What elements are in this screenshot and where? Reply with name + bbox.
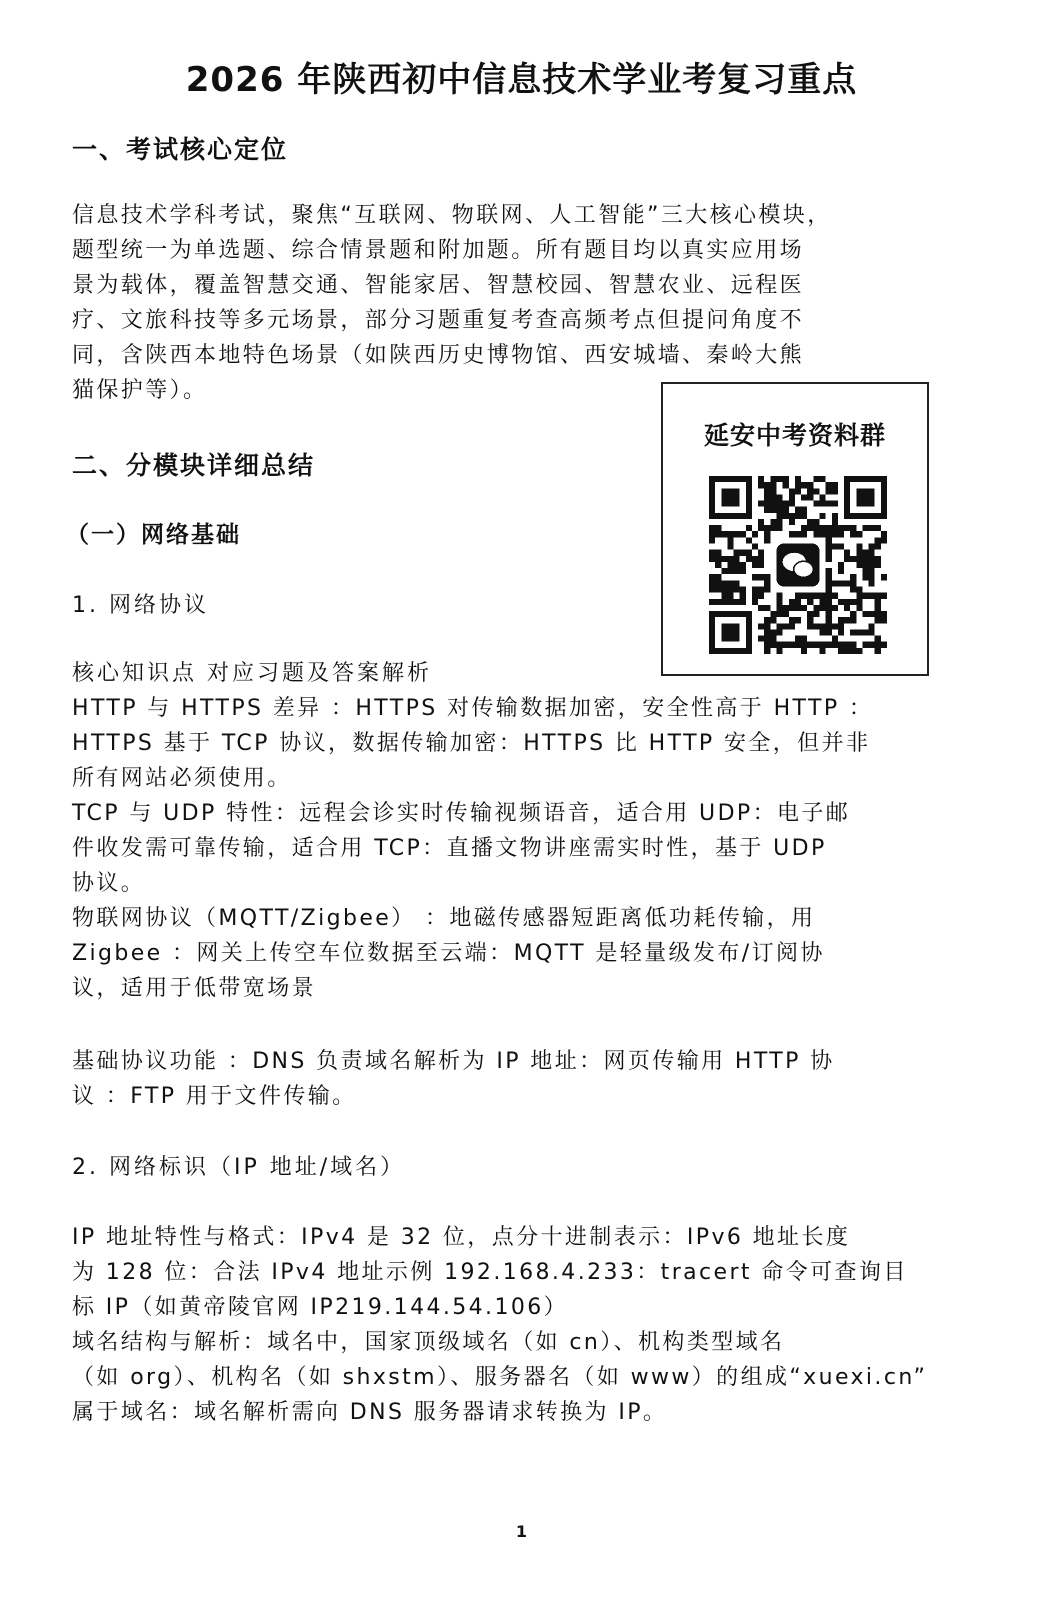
text-line: HTTPS 基于 TCP 协议，数据传输加密：HTTPS 比 HTTP 安全，但并非	[72, 731, 871, 756]
table-header: 核心知识点 对应习题及答案解析	[72, 661, 432, 686]
text-line: 景为载体，覆盖智慧交通、智能家居、智慧校园、智慧农业、远程医	[72, 273, 805, 298]
protocols-block	[72, 691, 937, 1006]
text-line: 同，含陕西本地特色场景（如陕西历史博物馆、西安城墙、秦岭大熊	[72, 343, 805, 368]
text-line: 标 IP（如黄帝陵官网 IP219.144.54.106）	[72, 1295, 569, 1320]
text-line: 题型统一为单选题、综合情景题和附加题。所有题目均以真实应用场	[72, 238, 805, 263]
qr-finder-bottom-left	[709, 611, 752, 654]
section2-heading: 二、分模块详细总结	[72, 451, 316, 480]
page-number: 1	[515, 1522, 528, 1541]
page-title: 2026 年陕西初中信息技术学业考复习重点	[185, 60, 858, 100]
text-line: 所有网站必须使用。	[72, 766, 292, 791]
ip-domain-block	[72, 1220, 937, 1430]
text-line: 猫保护等）。	[72, 378, 208, 403]
text-line: 议 ：FTP 用于文件传输。	[72, 1084, 357, 1109]
text-line: 议，适用于低带宽场景	[72, 976, 317, 1001]
qr-label: 延安中考资料群	[703, 421, 886, 450]
section1-heading: 一、考试核心定位	[72, 135, 289, 164]
qr-code-image[interactable]	[709, 476, 887, 654]
text-line: 属于域名：域名解析需向 DNS 服务器请求转换为 IP。	[72, 1400, 668, 1425]
subsection-network-basics: （一）网络基础	[66, 522, 241, 548]
text-line: 域名结构与解析：域名中，国家顶级域名（如 cn）、机构类型域名	[72, 1330, 785, 1355]
item2-heading: 2. 网络标识（IP 地址/域名）	[72, 1155, 406, 1180]
basic-protocols-block	[72, 1044, 937, 1114]
text-line: 为 128 位：合法 IPv4 地址示例 192.168.4.233：tracert 命令可查询目	[72, 1260, 908, 1285]
text-line: 协议。	[72, 871, 146, 896]
qr-finder-top-right	[844, 476, 887, 519]
text-line: IP 地址特性与格式：IPv4 是 32 位，点分十进制表示：IPv6 地址长度	[72, 1225, 851, 1250]
item1-heading: 1. 网络协议	[72, 593, 209, 618]
text-line: （如 org）、机构名（如 shxstm）、服务器名（如 www）的组成“xuexi.cn”	[72, 1365, 928, 1390]
text-line: HTTP 与 HTTPS 差异 ：HTTPS 对传输数据加密，安全性高于 HTTP ：	[72, 696, 874, 721]
qr-finder-top-left	[709, 476, 752, 519]
text-line: 件收发需可靠传输，适合用 TCP：直播文物讲座需实时性，基于 UDP	[72, 836, 827, 861]
section1-paragraph	[72, 198, 937, 408]
text-line: 疗、文旅科技等多元场景，部分习题重复考查高频考点但提问角度不	[72, 308, 805, 333]
text-line: 信息技术学科考试，聚焦“互联网、物联网、人工智能”三大核心模块，	[72, 203, 832, 228]
qr-card	[661, 382, 929, 676]
text-line: Zigbee ：网关上传空车位数据至云端：MQTT 是轻量级发布/订阅协	[72, 941, 825, 966]
text-line: 物联网协议（MQTT/Zigbee） ：地磁传感器短距离低功耗传输，用	[72, 906, 816, 931]
text-line: 基础协议功能 ：DNS 负责域名解析为 IP 地址：网页传输用 HTTP 协	[72, 1049, 835, 1074]
text-line: TCP 与 UDP 特性：远程会诊实时传输视频语音，适合用 UDP：电子邮	[72, 801, 851, 826]
wechat-logo-icon	[773, 540, 822, 589]
